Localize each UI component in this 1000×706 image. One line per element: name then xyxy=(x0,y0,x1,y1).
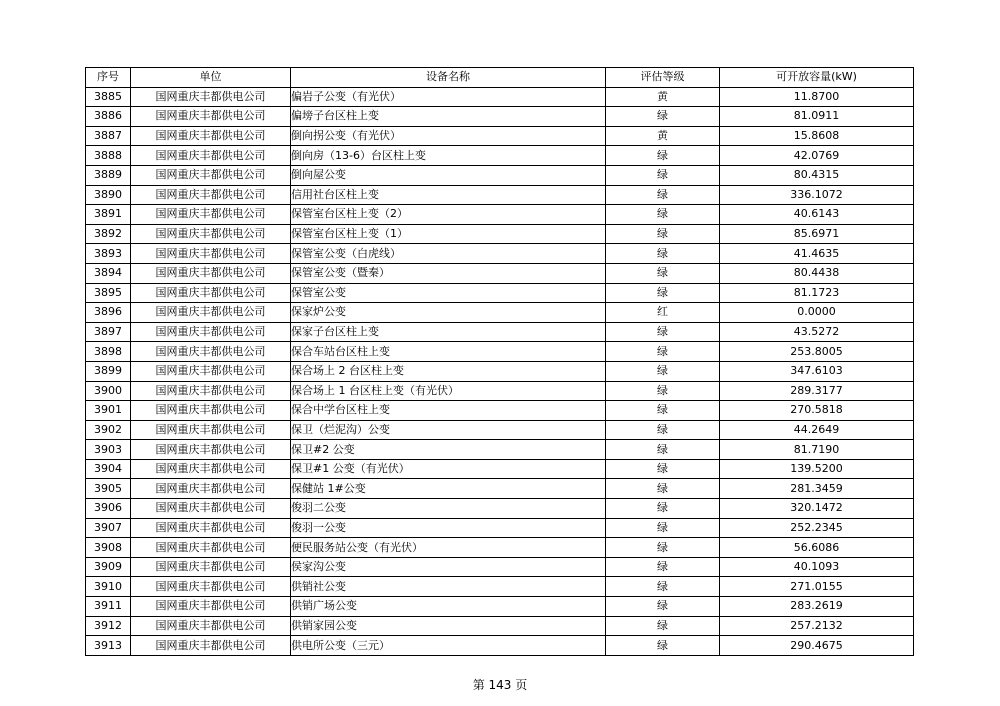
cell-device: 俊羽二公变 xyxy=(291,499,606,519)
table-row xyxy=(86,224,914,244)
cell-no: 3904 xyxy=(86,459,131,479)
table-row xyxy=(86,557,914,577)
cell-unit: 国网重庆丰都供电公司 xyxy=(131,87,291,107)
table-row xyxy=(86,459,914,479)
cell-grade: 绿 xyxy=(606,401,720,421)
cell-capacity: 289.3177 xyxy=(720,381,914,401)
cell-unit: 国网重庆丰都供电公司 xyxy=(131,616,291,636)
table-row xyxy=(86,205,914,225)
cell-capacity: 41.4635 xyxy=(720,244,914,264)
cell-device: 倒向拐公变（有光伏） xyxy=(291,126,606,146)
cell-capacity: 81.1723 xyxy=(720,283,914,303)
cell-grade: 绿 xyxy=(606,440,720,460)
cell-unit: 国网重庆丰都供电公司 xyxy=(131,420,291,440)
table-row xyxy=(86,322,914,342)
cell-no: 3898 xyxy=(86,342,131,362)
cell-capacity: 0.0000 xyxy=(720,303,914,323)
cell-capacity: 15.8608 xyxy=(720,126,914,146)
cell-capacity: 40.6143 xyxy=(720,205,914,225)
cell-grade: 黄 xyxy=(606,126,720,146)
cell-device: 侯家沟公变 xyxy=(291,557,606,577)
cell-unit: 国网重庆丰都供电公司 xyxy=(131,518,291,538)
cell-device: 保家子台区柱上变 xyxy=(291,322,606,342)
table-body xyxy=(86,87,914,655)
cell-device: 保合中学台区柱上变 xyxy=(291,401,606,421)
cell-no: 3901 xyxy=(86,401,131,421)
cell-capacity: 270.5818 xyxy=(720,401,914,421)
cell-device: 俊羽一公变 xyxy=(291,518,606,538)
table-row xyxy=(86,283,914,303)
table-row xyxy=(86,420,914,440)
cell-unit: 国网重庆丰都供电公司 xyxy=(131,401,291,421)
cell-no: 3885 xyxy=(86,87,131,107)
table-row xyxy=(86,518,914,538)
cell-grade: 绿 xyxy=(606,420,720,440)
table-row xyxy=(86,479,914,499)
cell-no: 3892 xyxy=(86,224,131,244)
cell-grade: 绿 xyxy=(606,342,720,362)
cell-capacity: 252.2345 xyxy=(720,518,914,538)
table-row xyxy=(86,401,914,421)
cell-capacity: 281.3459 xyxy=(720,479,914,499)
cell-unit: 国网重庆丰都供电公司 xyxy=(131,165,291,185)
table-row xyxy=(86,263,914,283)
cell-device: 保卫#2 公变 xyxy=(291,440,606,460)
cell-grade: 绿 xyxy=(606,479,720,499)
cell-unit: 国网重庆丰都供电公司 xyxy=(131,107,291,127)
cell-no: 3900 xyxy=(86,381,131,401)
cell-grade: 黄 xyxy=(606,87,720,107)
cell-grade: 绿 xyxy=(606,518,720,538)
cell-unit: 国网重庆丰都供电公司 xyxy=(131,126,291,146)
cell-device: 保家炉公变 xyxy=(291,303,606,323)
cell-unit: 国网重庆丰都供电公司 xyxy=(131,577,291,597)
cell-no: 3893 xyxy=(86,244,131,264)
cell-unit: 国网重庆丰都供电公司 xyxy=(131,597,291,617)
cell-device: 保管室台区柱上变（2） xyxy=(291,205,606,225)
cell-device: 信用社台区柱上变 xyxy=(291,185,606,205)
cell-no: 3906 xyxy=(86,499,131,519)
cell-grade: 绿 xyxy=(606,185,720,205)
cell-no: 3890 xyxy=(86,185,131,205)
cell-no: 3888 xyxy=(86,146,131,166)
cell-grade: 绿 xyxy=(606,205,720,225)
cell-no: 3899 xyxy=(86,361,131,381)
cell-no: 3907 xyxy=(86,518,131,538)
cell-capacity: 271.0155 xyxy=(720,577,914,597)
cell-unit: 国网重庆丰都供电公司 xyxy=(131,636,291,656)
cell-no: 3909 xyxy=(86,557,131,577)
cell-device: 供电所公变（三元） xyxy=(291,636,606,656)
cell-device: 保健站 1#公变 xyxy=(291,479,606,499)
cell-unit: 国网重庆丰都供电公司 xyxy=(131,361,291,381)
cell-grade: 绿 xyxy=(606,616,720,636)
cell-capacity: 56.6086 xyxy=(720,538,914,558)
table-row xyxy=(86,342,914,362)
cell-no: 3886 xyxy=(86,107,131,127)
cell-unit: 国网重庆丰都供电公司 xyxy=(131,538,291,558)
cell-capacity: 253.8005 xyxy=(720,342,914,362)
cell-no: 3895 xyxy=(86,283,131,303)
cell-device: 便民服务站公变（有光伏） xyxy=(291,538,606,558)
cell-capacity: 139.5200 xyxy=(720,459,914,479)
cell-device: 保合场上 2 台区柱上变 xyxy=(291,361,606,381)
cell-no: 3903 xyxy=(86,440,131,460)
cell-device: 保卫#1 公变（有光伏） xyxy=(291,459,606,479)
cell-unit: 国网重庆丰都供电公司 xyxy=(131,224,291,244)
cell-capacity: 347.6103 xyxy=(720,361,914,381)
capacity-table xyxy=(85,67,914,656)
cell-no: 3887 xyxy=(86,126,131,146)
cell-unit: 国网重庆丰都供电公司 xyxy=(131,263,291,283)
cell-device: 供销家园公变 xyxy=(291,616,606,636)
cell-capacity: 290.4675 xyxy=(720,636,914,656)
cell-no: 3896 xyxy=(86,303,131,323)
cell-unit: 国网重庆丰都供电公司 xyxy=(131,185,291,205)
table-row xyxy=(86,499,914,519)
cell-grade: 绿 xyxy=(606,538,720,558)
header-capacity: 可开放容量(kW) xyxy=(720,68,914,88)
cell-capacity: 11.8700 xyxy=(720,87,914,107)
cell-no: 3894 xyxy=(86,263,131,283)
cell-capacity: 320.1472 xyxy=(720,499,914,519)
cell-unit: 国网重庆丰都供电公司 xyxy=(131,342,291,362)
cell-capacity: 40.1093 xyxy=(720,557,914,577)
cell-unit: 国网重庆丰都供电公司 xyxy=(131,303,291,323)
table-row xyxy=(86,381,914,401)
cell-device: 供销社公变 xyxy=(291,577,606,597)
table-row xyxy=(86,87,914,107)
cell-no: 3889 xyxy=(86,165,131,185)
cell-no: 3913 xyxy=(86,636,131,656)
table-row xyxy=(86,244,914,264)
cell-grade: 绿 xyxy=(606,499,720,519)
cell-grade: 绿 xyxy=(606,322,720,342)
cell-unit: 国网重庆丰都供电公司 xyxy=(131,459,291,479)
cell-grade: 绿 xyxy=(606,381,720,401)
cell-grade: 绿 xyxy=(606,146,720,166)
cell-grade: 红 xyxy=(606,303,720,323)
header-unit: 单位 xyxy=(131,68,291,88)
cell-grade: 绿 xyxy=(606,557,720,577)
cell-grade: 绿 xyxy=(606,263,720,283)
cell-grade: 绿 xyxy=(606,224,720,244)
cell-no: 3891 xyxy=(86,205,131,225)
cell-capacity: 80.4438 xyxy=(720,263,914,283)
cell-capacity: 257.2132 xyxy=(720,616,914,636)
cell-device: 保合车站台区柱上变 xyxy=(291,342,606,362)
table-row xyxy=(86,616,914,636)
table-row xyxy=(86,440,914,460)
cell-capacity: 81.7190 xyxy=(720,440,914,460)
cell-no: 3897 xyxy=(86,322,131,342)
table-header-row xyxy=(86,68,914,88)
header-grade: 评估等级 xyxy=(606,68,720,88)
cell-grade: 绿 xyxy=(606,283,720,303)
cell-unit: 国网重庆丰都供电公司 xyxy=(131,283,291,303)
cell-device: 保管室台区柱上变（1） xyxy=(291,224,606,244)
cell-unit: 国网重庆丰都供电公司 xyxy=(131,440,291,460)
table-row xyxy=(86,107,914,127)
cell-device: 保卫（烂泥沟）公变 xyxy=(291,420,606,440)
cell-unit: 国网重庆丰都供电公司 xyxy=(131,322,291,342)
cell-grade: 绿 xyxy=(606,107,720,127)
cell-device: 保管室公变（暨秦） xyxy=(291,263,606,283)
cell-unit: 国网重庆丰都供电公司 xyxy=(131,244,291,264)
page-number: 第 143 页 xyxy=(472,678,528,692)
cell-unit: 国网重庆丰都供电公司 xyxy=(131,205,291,225)
table-row xyxy=(86,126,914,146)
table-row xyxy=(86,146,914,166)
cell-device: 保管室公变（白虎线） xyxy=(291,244,606,264)
cell-capacity: 43.5272 xyxy=(720,322,914,342)
cell-device: 供销广场公变 xyxy=(291,597,606,617)
cell-device: 保合场上 1 台区柱上变（有光伏） xyxy=(291,381,606,401)
table-row xyxy=(86,577,914,597)
header-device: 设备名称 xyxy=(291,68,606,88)
cell-capacity: 81.0911 xyxy=(720,107,914,127)
cell-unit: 国网重庆丰都供电公司 xyxy=(131,381,291,401)
table-row xyxy=(86,165,914,185)
cell-device: 保管室公变 xyxy=(291,283,606,303)
cell-device: 倒向房（13-6）台区柱上变 xyxy=(291,146,606,166)
cell-grade: 绿 xyxy=(606,636,720,656)
cell-no: 3905 xyxy=(86,479,131,499)
cell-grade: 绿 xyxy=(606,165,720,185)
cell-no: 3908 xyxy=(86,538,131,558)
cell-grade: 绿 xyxy=(606,361,720,381)
cell-grade: 绿 xyxy=(606,459,720,479)
cell-capacity: 283.2619 xyxy=(720,597,914,617)
table-row xyxy=(86,185,914,205)
cell-grade: 绿 xyxy=(606,577,720,597)
cell-device: 倒向屋公变 xyxy=(291,165,606,185)
cell-no: 3911 xyxy=(86,597,131,617)
cell-grade: 绿 xyxy=(606,244,720,264)
cell-device: 偏岩子公变（有光伏） xyxy=(291,87,606,107)
cell-no: 3902 xyxy=(86,420,131,440)
cell-device: 偏塝子台区柱上变 xyxy=(291,107,606,127)
cell-unit: 国网重庆丰都供电公司 xyxy=(131,479,291,499)
table-row xyxy=(86,636,914,656)
cell-capacity: 42.0769 xyxy=(720,146,914,166)
cell-capacity: 336.1072 xyxy=(720,185,914,205)
table-row xyxy=(86,538,914,558)
cell-unit: 国网重庆丰都供电公司 xyxy=(131,557,291,577)
cell-unit: 国网重庆丰都供电公司 xyxy=(131,499,291,519)
cell-no: 3912 xyxy=(86,616,131,636)
table-row xyxy=(86,361,914,381)
cell-capacity: 80.4315 xyxy=(720,165,914,185)
cell-grade: 绿 xyxy=(606,597,720,617)
cell-no: 3910 xyxy=(86,577,131,597)
cell-capacity: 44.2649 xyxy=(720,420,914,440)
header-no: 序号 xyxy=(86,68,131,88)
cell-capacity: 85.6971 xyxy=(720,224,914,244)
cell-unit: 国网重庆丰都供电公司 xyxy=(131,146,291,166)
table-row xyxy=(86,303,914,323)
table-row xyxy=(86,597,914,617)
